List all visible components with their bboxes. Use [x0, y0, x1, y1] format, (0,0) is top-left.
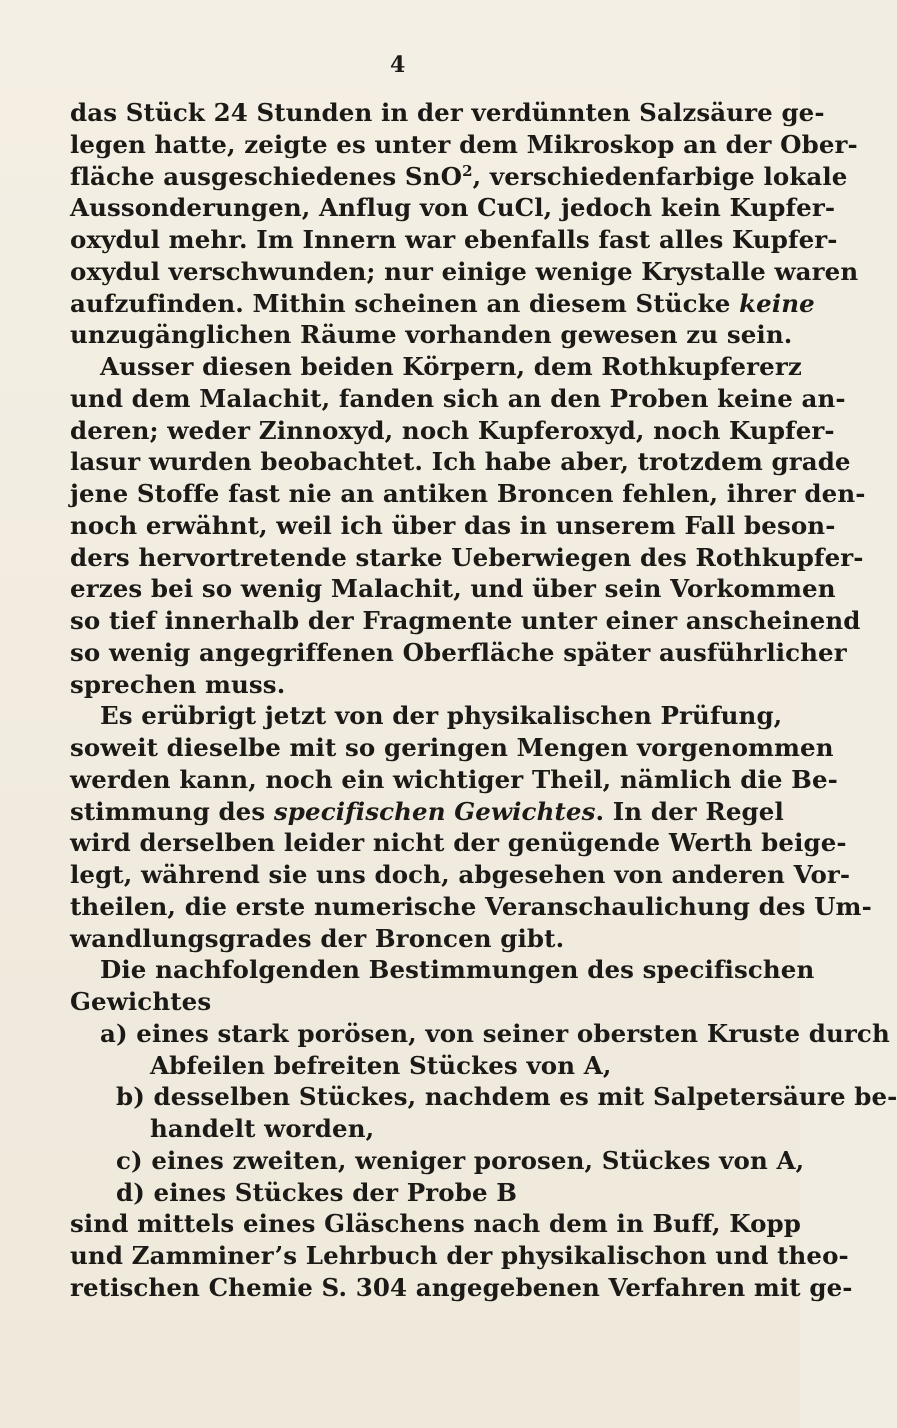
text-line	[70, 161, 848, 191]
text-span: handelt worden,	[150, 1114, 375, 1143]
text-line	[70, 860, 851, 889]
text-span: so wenig angegriffenen Oberfläche später ausführlicher	[70, 637, 847, 667]
text-line	[70, 542, 864, 572]
text-span: Gewichtes	[70, 987, 212, 1016]
text-span: werden kann, noch ein wichtiger Theil, nämlich die Be-	[70, 764, 838, 794]
text-line	[116, 1082, 897, 1112]
text-span: stimmung des	[70, 796, 274, 826]
text-span: Aussonderungen, Anflug von CuCl, jedoch kein Kupfer-	[70, 193, 836, 223]
text-span: erzes bei so wenig Malachit, und über sein Vorkommen	[70, 574, 836, 604]
text-span: fläche ausgeschiedenes SnO	[70, 161, 463, 191]
text-span: . In der Regel	[595, 796, 784, 826]
text-line	[150, 1114, 740, 1143]
text-line	[70, 129, 858, 159]
text-span: oxydul verschwunden; nur einige wenige Krystalle waren	[70, 256, 859, 286]
text-line	[70, 225, 838, 254]
text-span: Es erübrigt jetzt von der physikalischen Prüfung,	[100, 701, 783, 731]
text-line	[70, 637, 847, 667]
text-line	[70, 891, 872, 921]
text-span: Abfeilen befreiten Stückes von A,	[150, 1050, 612, 1080]
text-span: Ausser diesen beiden Körpern, dem Rothkupfererz	[100, 352, 802, 381]
text-span: a) eines stark porösen, von seiner obersten Kruste durch	[100, 1018, 890, 1048]
text-span: d) eines Stückes der Probe B	[116, 1177, 518, 1207]
text-line	[70, 1272, 853, 1302]
text-line	[100, 352, 802, 381]
text-line	[70, 320, 793, 350]
text-span: lasur wurden beobachtet. Ich habe aber, trotzdem grade	[70, 447, 851, 477]
text-span: legen hatte, zeigte es unter dem Mikroskop an der Ober-	[70, 129, 858, 159]
text-line	[70, 796, 784, 826]
text-line	[100, 701, 783, 731]
text-span: deren; weder Zinnoxyd, noch Kupferoxyd, noch Kupfer-	[70, 415, 835, 445]
text-span: noch erwähnt, weil ich über das in unserem Fall beson-	[70, 510, 836, 540]
text-line	[70, 574, 836, 604]
text-line	[70, 383, 846, 413]
text-line	[70, 670, 740, 699]
text-span: so tief innerhalb der Fragmente unter einer anscheinend	[70, 606, 861, 635]
text-line	[70, 479, 866, 508]
text-span: Die nachfolgenden Bestimmungen des specifischen	[100, 955, 815, 985]
text-line	[100, 955, 815, 985]
text-span: das Stück 24 Stunden in der verdünnten Salzsäure ge-	[70, 98, 825, 127]
text-line	[70, 1209, 801, 1239]
text-line	[70, 924, 740, 953]
text-line	[70, 415, 835, 445]
text-line	[70, 987, 740, 1016]
text-span: retischen Chemie S. 304 angegebenen Verfahren mit ge-	[70, 1272, 853, 1302]
text-span: theilen, die erste numerische Veranschaulichung des Um-	[70, 891, 872, 921]
emphasis-text: specifischen Gewichtes	[273, 796, 596, 826]
text-line	[116, 1178, 740, 1207]
text-line	[70, 447, 851, 477]
text-span: c) eines zweiten, weniger porosen, Stückes von A,	[116, 1145, 805, 1175]
text-span: oxydul mehr. Im Innern war ebenfalls fast alles Kupfer-	[70, 225, 838, 254]
text-line	[70, 98, 825, 127]
text-span: unzugänglichen Räume vorhanden gewesen zu sein.	[70, 320, 793, 350]
text-span: ders hervortretende starke Ueberwiegen des Rothkupfer-	[70, 542, 864, 572]
text-line	[70, 256, 859, 286]
text-span: wandlungsgrades der Broncen gibt.	[70, 923, 565, 953]
page-number: 4	[390, 52, 406, 78]
text-line	[70, 828, 847, 858]
text-line	[70, 1241, 849, 1270]
text-line	[70, 288, 815, 318]
text-span: und Zamminer’s Lehrbuch der physikalischon und theo-	[70, 1241, 849, 1270]
text-line	[100, 1018, 890, 1048]
superscript-text: 2	[462, 161, 473, 180]
text-span: und dem Malachit, fanden sich an den Proben keine an-	[70, 383, 846, 413]
text-line	[70, 733, 834, 762]
text-span: aufzufinden. Mithin scheinen an diesem Stücke	[70, 288, 740, 318]
text-span: legt, während sie uns doch, abgesehen von anderen Vor-	[70, 860, 851, 889]
emphasis-text: keine	[739, 288, 815, 318]
text-line	[70, 510, 836, 540]
text-line	[70, 764, 838, 794]
text-line	[116, 1145, 805, 1175]
text-span: sind mittels eines Gläschens nach dem in Buff, Kopp	[70, 1209, 801, 1239]
text-span: b) desselben Stückes, nachdem es mit Salpetersäure be-	[116, 1082, 897, 1112]
text-span: , verschiedenfarbige lokale	[472, 161, 848, 191]
text-line	[150, 1051, 740, 1080]
text-line	[70, 606, 861, 635]
text-line	[70, 193, 836, 223]
text-span: wird derselben leider nicht der genügende Werth beige-	[70, 828, 847, 858]
text-span: jene Stoffe fast nie an antiken Broncen fehlen, ihrer den-	[70, 479, 866, 508]
text-span: soweit dieselbe mit so geringen Mengen vorgenommen	[70, 733, 834, 762]
text-span: sprechen muss.	[70, 669, 286, 699]
